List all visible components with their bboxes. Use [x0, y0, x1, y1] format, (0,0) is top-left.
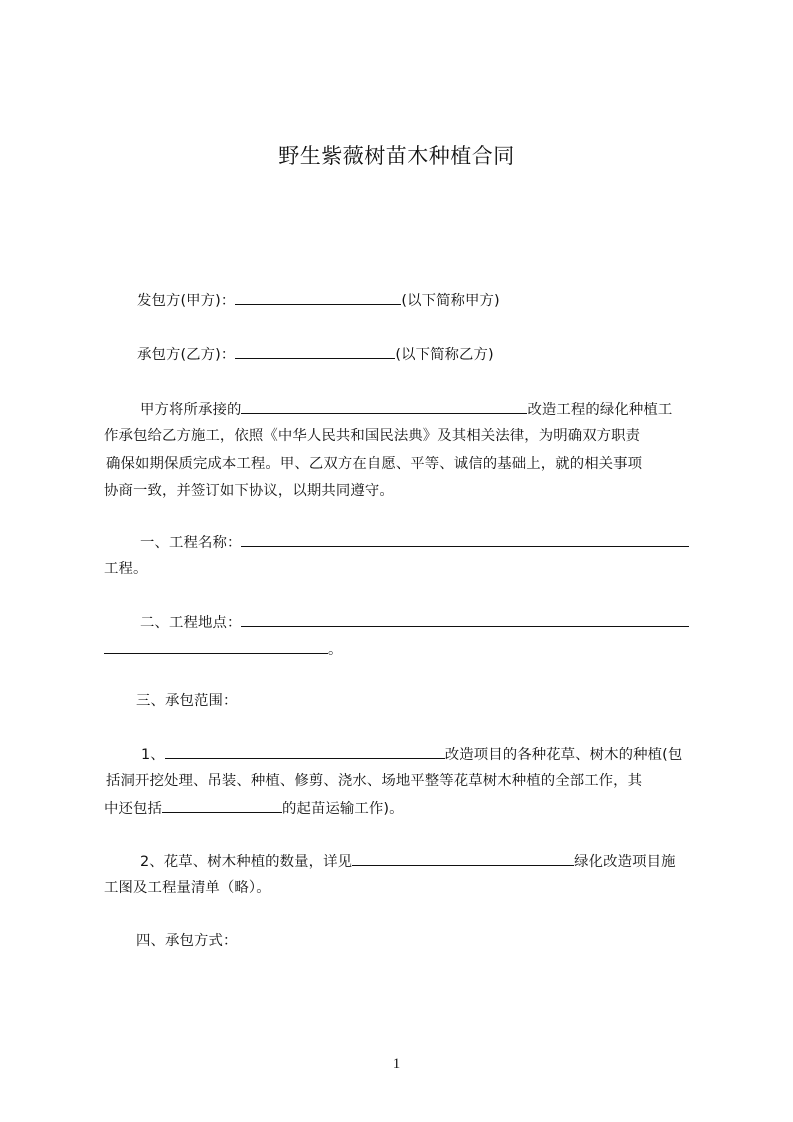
section-2-tail: 。	[328, 642, 343, 658]
page-number: 1	[392, 1056, 401, 1072]
section-3-item-2-line-2: 工图及工程量清单（略）。	[104, 880, 271, 896]
intro-prefix: 甲方将所承接的	[140, 402, 242, 418]
intro-blank-2	[345, 398, 527, 414]
intro-line-1-text: 改造工程的绿化种植工	[527, 402, 673, 418]
intro-blank-1	[241, 398, 345, 414]
section-2-line-2	[104, 638, 343, 661]
section-3-heading: 三、承包范围：	[136, 693, 238, 709]
intro-line-1	[140, 398, 672, 421]
party-b-blank	[235, 343, 395, 359]
section-3-item-1-line-1-text: 改造项目的各种花草、树木的种植(包	[444, 747, 683, 763]
section-2-blank-1	[241, 611, 369, 627]
party-b-suffix: (以下简称乙方)	[395, 347, 494, 363]
section-3-item-2-prefix: 2、花草、树木种植的数量，详见	[140, 854, 353, 870]
party-b-line	[137, 343, 494, 366]
section-1-blank-1	[241, 531, 369, 547]
section-2-heading: 二、工程地点：	[140, 615, 242, 631]
intro-line-4: 协商一致，并签订如下协议，以期共同遵守。	[104, 483, 394, 499]
section-3-item-1-blank-2	[162, 797, 282, 813]
section-3-item-1-line-1	[141, 743, 682, 766]
section-1-tail: 工程。	[104, 561, 148, 577]
party-a-blank	[235, 289, 401, 305]
section-3-item-1-line-3	[104, 797, 404, 820]
section-2-blank-4	[104, 638, 328, 654]
section-3-item-2-blank	[352, 850, 574, 866]
party-a-label: 发包方(甲方)：	[137, 293, 236, 309]
section-3-item-1-prefix: 1、	[141, 747, 165, 763]
document-title: 野生紫薇树苗木种植合同	[278, 144, 515, 168]
section-2-blank-3	[649, 611, 689, 627]
section-3-item-1-line-3-text: 的起苗运输工作)。	[281, 801, 404, 817]
intro-line-2: 作承包给乙方施工，依照《中华人民共和国民法典》及其相关法律，为明确双方职责	[104, 428, 641, 444]
section-3-item-1-line-3-prefix: 中还包括	[104, 801, 162, 817]
section-1-blank-3	[649, 531, 689, 547]
section-3-item-2-line-1-text: 绿化改造项目施	[574, 854, 676, 870]
section-1-heading: 一、工程名称：	[140, 535, 242, 551]
section-3-item-1-blank-1	[165, 743, 445, 759]
intro-line-3: 确保如期保质完成本工程。甲、乙双方在自愿、平等、诚信的基础上，就的相关事项	[106, 456, 643, 472]
section-4-heading: 四、承包方式：	[136, 933, 238, 949]
party-a-suffix: (以下简称甲方)	[401, 293, 500, 309]
party-b-label: 承包方(乙方)：	[137, 347, 236, 363]
section-3-item-2-line-1	[140, 850, 676, 873]
section-2-line	[140, 611, 689, 634]
section-2-blank-2	[369, 611, 649, 627]
section-3-item-1-line-2: 括洞开挖处理、吊装、种植、修剪、浇水、场地平整等花草树木种植的全部工作，其	[106, 773, 643, 789]
section-1-blank-2	[369, 531, 649, 547]
party-a-line	[137, 289, 500, 312]
section-1-line	[140, 531, 689, 554]
